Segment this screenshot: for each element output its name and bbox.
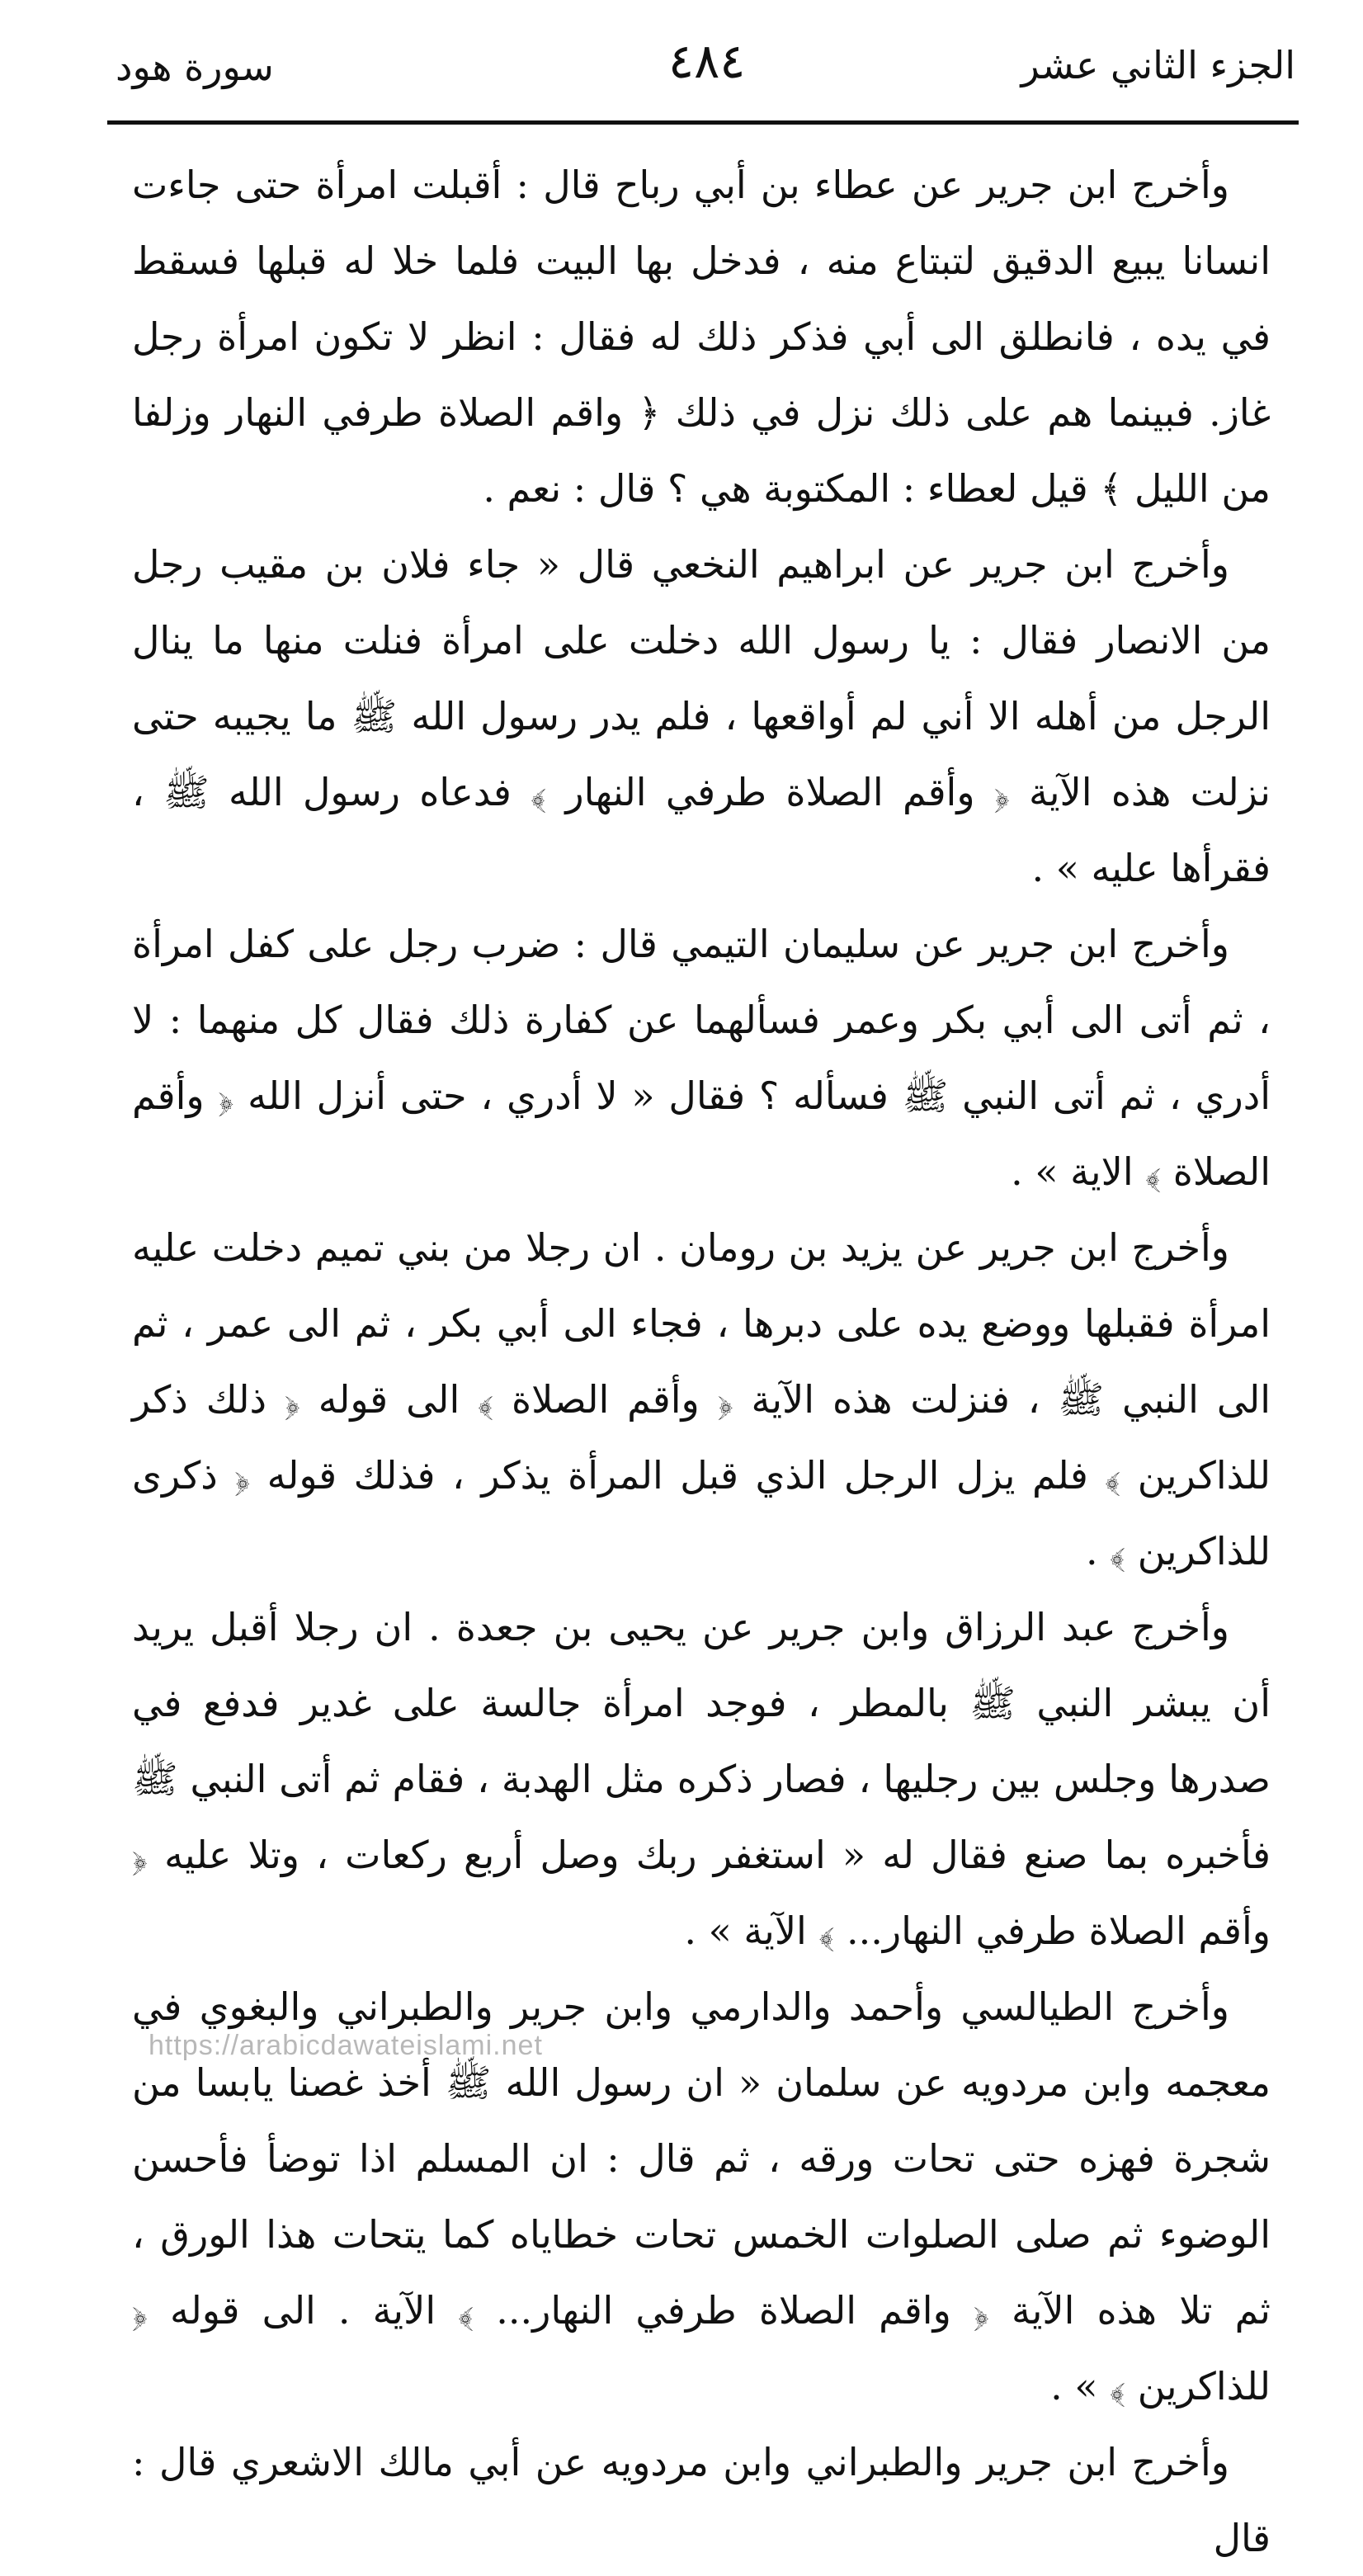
paragraph-5: وأخرج عبد الرزاق وابن جرير عن يحيى بن جعدة . ان رجلا أقبل يريد أن يبشر النبي ﷺ بالمطر ، فوجد امرأة جالسة على غدير فدفع في صدرها وجلس بين رجليها ، فصار ذكره مثل الهدبة ، فقام ثم أتى النبي ﷺ فأخبره بما صنع فقال له « استغفر ربك وصل أربع ركعات ، وتلا عليه ﴿ وأقم الصلاة طرفي النهار... ﴾ الآية » . [132, 1605, 1271, 1953]
page-body [132, 147, 1271, 2576]
page-header [99, 33, 1295, 107]
surah-title: سورة هود [116, 45, 274, 89]
paragraph-4: وأخرج ابن جرير عن يزيد بن رومان . ان رجلا من بني تميم دخلت عليه امرأة فقبلها ووضع يده على دبرها ، فجاء الى أبي بكر ، ثم الى عمر ، ثم الى النبي ﷺ ، فنزلت هذه الآية ﴿ وأقم الصلاة ﴾ الى قوله ﴿ ذلك ذكر للذاكرين ﴾ فلم يزل الرجل الذي قبل المرأة يذكر ، فذلك قوله ﴿ ذكرى للذاكرين ﴾ . [132, 1225, 1271, 1573]
header-rule [107, 120, 1299, 125]
paragraph-2: وأخرج ابن جرير عن ابراهيم النخعي قال « جاء فلان بن مقيب رجل من الانصار فقال : يا رسول الله دخلت على امرأة فنلت منها ما ينال الرجل من أهله الا أني لم أواقعها ، فلم يدر رسول الله ﷺ ما يجيبه حتى نزلت هذه الآية ﴿ وأقم الصلاة طرفي النهار ﴾ فدعاه رسول الله ﷺ ، فقرأها عليه » . [132, 542, 1271, 890]
watermark-url: https://arabicdawateislami.net [149, 2030, 543, 2061]
paragraph-3: وأخرج ابن جرير عن سليمان التيمي قال : ضرب رجل على كفل امرأة ، ثم أتى الى أبي بكر وعمر فسألهما عن كفارة ذلك فقال كل منهما : لا أدري ، ثم أتى النبي ﷺ فسأله ؟ فقال « لا أدري ، حتى أنزل الله ﴿ وأقم الصلاة ﴾ الاية » . [132, 922, 1271, 1194]
paragraph-1: وأخرج ابن جرير عن عطاء بن أبي رباح قال : أقبلت امرأة حتى جاءت انسانا يبيع الدقيق لتبتاع منه ، فدخل بها البيت فلما خلا له قبلها فسقط في يده ، فانطلق الى أبي فذكر ذلك له فقال : انظر لا تكون امرأة رجل غاز. فبينما هم على ذلك نزل في ذلك ﴿ واقم الصلاة طرفي النهار وزلفا من الليل ﴾ قيل لعطاء : المكتوبة هي ؟ قال : نعم . [132, 163, 1271, 511]
paragraph-6: وأخرج الطيالسي وأحمد والدارمي وابن جرير والطبراني والبغوي في معجمه وابن مردويه عن سلمان « ان رسول الله ﷺ أخذ غصنا يابسا من شجرة فهزه حتى تحات ورقه ، ثم قال : ان المسلم اذا توضأ فأحسن الوضوء ثم صلى الصلوات الخمس تحات خطاياه كما يتحات هذا الورق ، ثم تلا هذه الآية ﴿ واقم الصلاة طرفي النهار... ﴾ الآية . الى قوله ﴿ للذاكرين ﴾ » . [132, 1984, 1271, 2409]
page-number: ٤٨٤ [668, 33, 746, 89]
paragraph-7: وأخرج ابن جرير والطبراني وابن مردويه عن أبي مالك الاشعري قال : قال [132, 2440, 1271, 2560]
part-title: الجزء الثاني عشر [1021, 43, 1295, 87]
